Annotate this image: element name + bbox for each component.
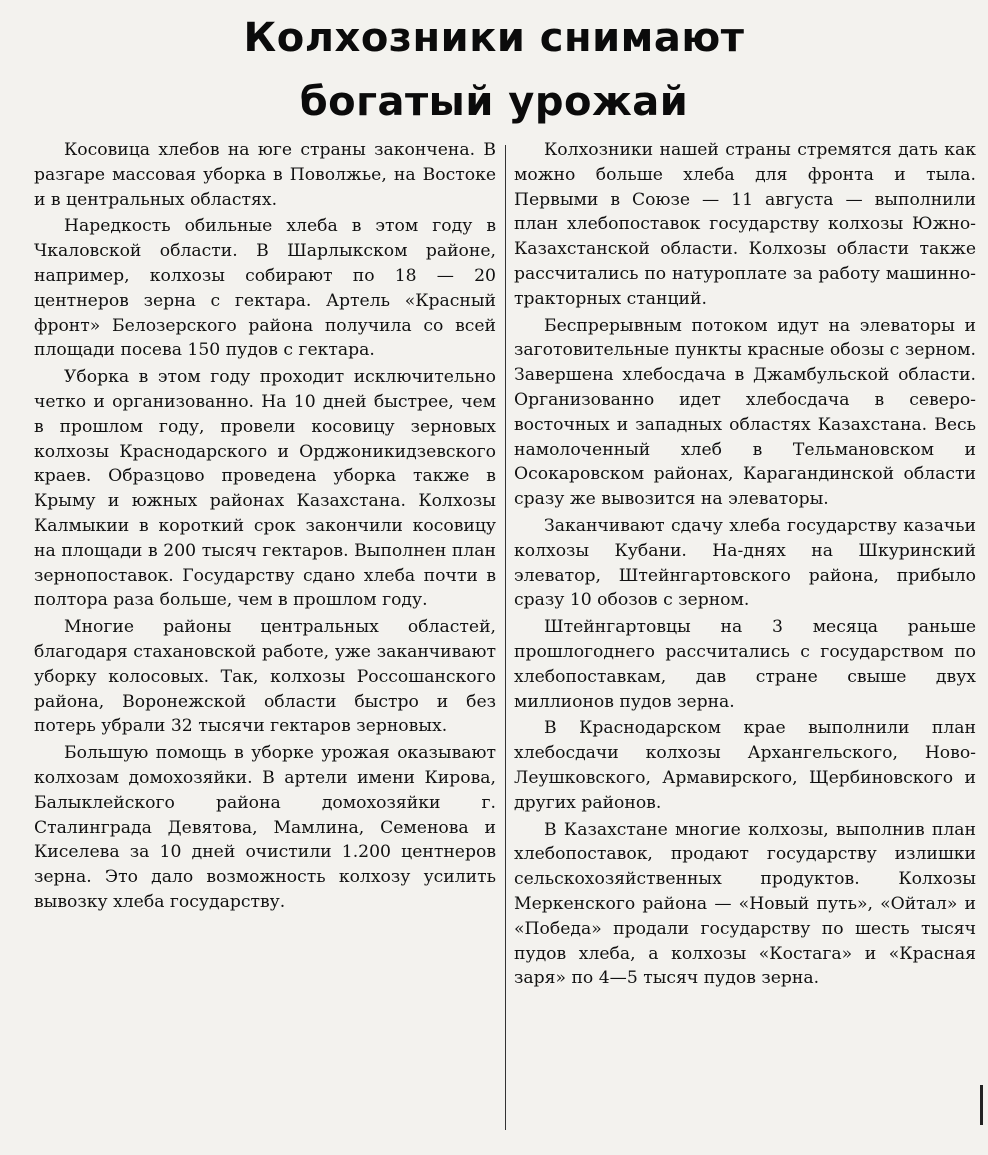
left-paragraph-3: Уборка в этом году проходит исключительно четко и организованно. На 10 дней быстрее, чем в прошлом году, провели косовицу зерновых колхозы Краснодарского и Орджоникидзевского краев. Образцово проведена уборка также в Крыму и южных районах Казахстана. Колхозы Калмыкии в короткий срок закончили косовицу на площади в 200 тысяч гектаров. Выполнен план зернопоставок. Государству сдано хлеба почти в полтора раза больше, чем в прошлом году.: [34, 367, 496, 611]
right-paragraph-2: Беспрерывным потоком идут на элеваторы и заготовительные пункты красные обозы с зерном. Завершена хлебосдача в Джамбульской области. Организованно идет хлебосдача в северо-восточных и западных областях Казахстана. Весь намолоченный хлеб в Тельмановском и Осокаровском районах, Карагандинской области сразу же вывозится на элеваторы.: [514, 315, 976, 510]
left-column: [34, 138, 496, 917]
left-paragraph-1: Косовица хлебов на юге страны закончена. В разгаре массовая уборка в Поволжье, на Востоке и в центральных областях.: [34, 140, 496, 210]
right-paragraph-5: В Краснодарском крае выполнили план хлебосдачи колхозы Архангельского, Ново-Леушковского, Армавирского, Щербиновского и других районов.: [514, 718, 976, 813]
left-paragraph-4: Многие районы центральных областей, благодаря стахановской работе, уже заканчивают уборку колосовых. Так, колхозы Россошанского района, Воронежской области быстро и без потерь убрали 32 тысячи гектаров зерновых.: [34, 617, 496, 737]
article-headline: [0, 6, 988, 134]
right-paragraph-6: В Казахстане многие колхозы, выполнив план хлебопоставок, продают государству излишки сельскохозяйственных продуктов. Колхозы Меркенского района — «Новый путь», «Ойтал» и «Победа» продали государству по шесть тысяч пудов хлеба, а колхозы «Костага» и «Красная заря» по 4—5 тысяч пудов зерна.: [514, 819, 976, 989]
right-paragraph-3: Заканчивают сдачу хлеба государству казачьи колхозы Кубани. На-днях на Шкуринский элеватор, Штейнгартовского района, прибыло сразу 10 обозов с зерном.: [514, 515, 976, 611]
right-paragraph-4: Штейнгартовцы на 3 месяца раньше прошлогоднего рассчитались с государством по хлебопоставкам, дав стране свыше двух миллионов пудов зерна.: [514, 617, 976, 712]
left-paragraph-5: Большую помощь в уборке урожая оказывают колхозам домохозяйки. В артели имени Кирова, Балыклейского района домохозяйки г. Сталинграда Девятова, Мамлина, Семенова и Киселева за 10 дней очистили 1.200 центнеров зерна. Это дало возможность колхозу усилить вывозку хлеба государству.: [34, 743, 496, 912]
right-column: [514, 138, 976, 993]
headline-line-1: Колхозники снимают: [243, 15, 745, 61]
right-paragraph-1: Колхозники нашей страны стремятся дать как можно больше хлеба для фронта и тыла. Первыми в Союзе — 11 августа — выполнили план хлебопоставок государству колхозы Южно-Казахстанской области. Колхозы области также рассчитались по натуроплате за работу машинно-тракторных станций.: [514, 140, 976, 309]
left-paragraph-2: Наредкость обильные хлеба в этом году в Чкаловской области. В Шарлыкском районе, например, колхозы собирают по 18 — 20 центнеров зерна с гектара. Артель «Красный фронт» Белозерского района получила со всей площади посева 150 пудов с гектара.: [34, 216, 496, 361]
column-divider: [505, 145, 506, 1130]
page-edge-mark: [980, 1085, 983, 1125]
headline-line-2: богатый урожай: [299, 79, 689, 125]
